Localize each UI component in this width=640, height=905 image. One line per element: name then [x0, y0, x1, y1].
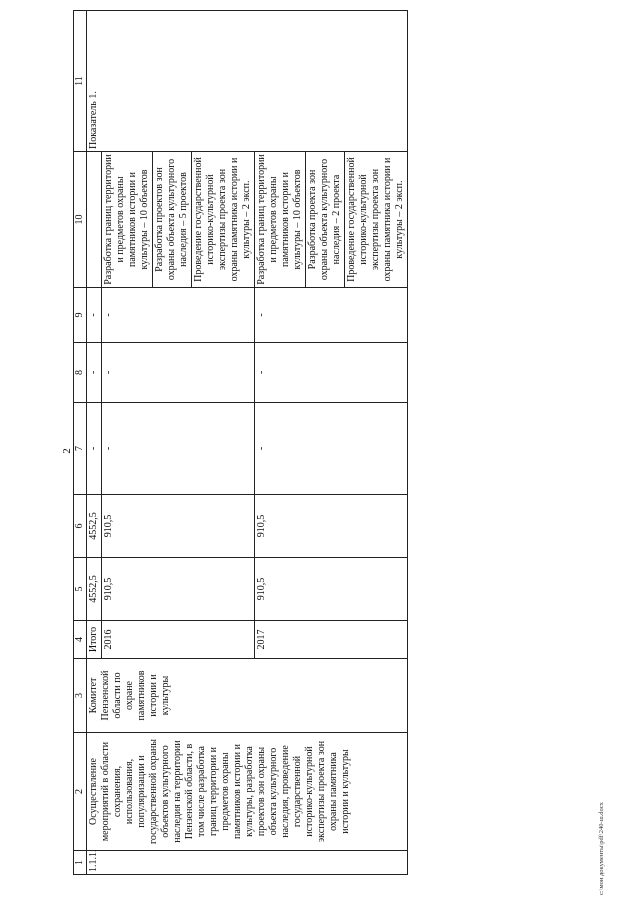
col-number: 11	[74, 11, 87, 152]
activity-item: Проведение государственной историко-культурной экспертизы проекта зон охраны памятника истории и культуры – 2 эксп.	[191, 152, 254, 287]
c9-2016: -	[102, 288, 255, 343]
year-2017: 2017	[255, 621, 408, 659]
c8-2017: -	[255, 343, 408, 403]
year-total: Итого	[87, 621, 102, 659]
activity-item: Разработка проектов зон охраны объекта культурного наследия – 5 проектов	[152, 152, 191, 287]
row-number: 1.1.1.	[87, 851, 408, 875]
c9-2017: -	[255, 288, 408, 343]
activity-item: Разработка проекта зон охраны объекта культурного наследия – 2 проекта	[305, 152, 344, 287]
program-table	[73, 10, 408, 875]
total-row	[87, 11, 102, 875]
total-c7: -	[87, 403, 102, 495]
total-sum: 4552,5	[87, 558, 102, 621]
c8-2016: -	[102, 343, 255, 403]
activities-2017	[255, 152, 408, 288]
col-number: 6	[74, 495, 87, 558]
page-number: 2	[61, 448, 73, 454]
col-number: 1	[74, 851, 87, 875]
total-activities	[87, 152, 102, 288]
activity-item: Проведение государственной историко-культурной экспертизы проекта зон охраны памятника истории и культуры – 2 эксп.	[344, 152, 407, 287]
col-number: 7	[74, 403, 87, 495]
regional-2017: 910,5	[255, 495, 408, 558]
executor: Комитет Пензенской области по охране памятников истории и культуры	[87, 659, 408, 733]
activity-item: Разработка границ территории и предметов охраны памятников истории и культуры – 10 объектов	[103, 154, 150, 285]
activity-description: Осуществление мероприятий в области сохранения, использования, популяризации и государственной охраны объектов культурного наследия на территории Пензенской области, в том числе разработка границ территории и предметов охраны памятников истории и культуры, разработка проектов зон охраны объекта культурного наследия, проведение государственной историко-культурной экспертизы проекта зон охраны памятника истории и культуры	[87, 733, 408, 851]
activities-2016	[102, 152, 255, 288]
col-number: 9	[74, 288, 87, 343]
year-2016: 2016	[102, 621, 255, 659]
col-number: 10	[74, 152, 87, 288]
total-c9: -	[87, 288, 102, 343]
col-number: 4	[74, 621, 87, 659]
sum-2017: 910,5	[255, 558, 408, 621]
sum-2016: 910,5	[102, 558, 255, 621]
regional-2016: 910,5	[102, 495, 255, 558]
footer-file-path: c:\мои документы\pdf\240-ш.docx	[598, 802, 605, 895]
activity-item: Разработка границ территории и предметов охраны памятников истории и культуры – 10 объектов	[256, 154, 303, 285]
c7-2016: -	[102, 403, 255, 495]
c7-2017: -	[255, 403, 408, 495]
total-c8: -	[87, 343, 102, 403]
indicator: Показатель 1.	[87, 11, 408, 152]
col-number: 5	[74, 558, 87, 621]
total-regional: 4552,5	[87, 495, 102, 558]
col-number: 8	[74, 343, 87, 403]
col-number: 2	[74, 733, 87, 851]
column-number-row	[74, 11, 87, 875]
col-number: 3	[74, 659, 87, 733]
